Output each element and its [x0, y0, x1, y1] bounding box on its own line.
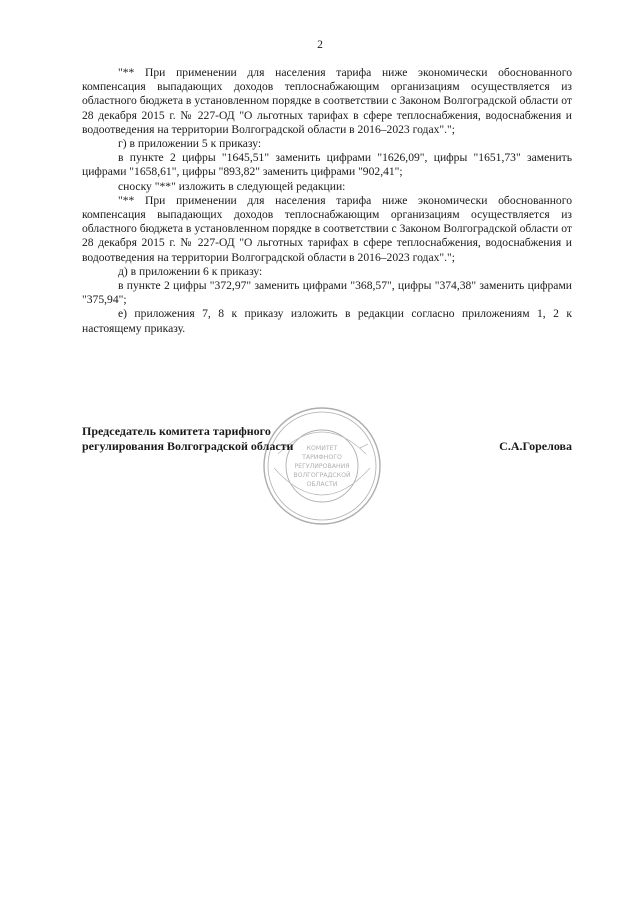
signatory-position-line1: Председатель комитета тарифного: [82, 424, 271, 438]
document-body: [82, 66, 572, 336]
paragraph-footnote-2: "** При применении для населения тарифа ниже экономически обоснованного компенсация выпадающих доходов теплоснабжающим организациям осуществляется из областного бюджета в установленном порядке в соответствии с Законом Волгоградской области от 28 декабря 2015 г. № 227-ОД "О льготных тарифах в сфере теплоснабжения, водоснабжения и водоотведения на территории Волгоградской области в 2016–2023 годах".";: [82, 193, 572, 264]
signatory-position-line2: регулирования Волгоградской области: [82, 439, 294, 453]
paragraph-footnote-1: "** При применении для населения тарифа ниже экономически обоснованного компенсация выпадающих доходов теплоснабжающим организациям осуществляется из областного бюджета в установленном порядке в соответствии с Законом Волгоградской области от 28 декабря 2015 г. № 227-ОД "О льготных тарифах в сфере теплоснабжения, водоснабжения и водоотведения на территории Волгоградской области в 2016–2023 годах".";: [82, 66, 572, 136]
stamp-text-line2: ТАРИФНОГО: [302, 454, 342, 461]
stamp-text-line5: ОБЛАСТИ: [306, 481, 338, 488]
stamp-text-line1: КОМИТЕТ: [306, 445, 338, 452]
paragraph-item-g-point-2: в пункте 2 цифры "1645,51" заменить цифрами "1626,09", цифры "1651,73" заменить цифрами "1658,61", цифры "893,82" заменить цифрами "902,41";: [82, 151, 572, 179]
paragraph-footnote-instruction: сноску "**" изложить в следующей редакции:: [118, 179, 346, 193]
paragraph-item-d: д) в приложении 6 к приказу:: [118, 264, 263, 278]
paragraph-item-g: г) в приложении 5 к приказу:: [118, 137, 262, 151]
signatory-name: С.А.Горелова: [499, 439, 572, 453]
stamp-text-line4: ВОЛГОГРАДСКОЙ: [293, 472, 351, 479]
paragraph-item-d-point-2: в пункте 2 цифры "372,97" заменить цифрами "368,57", цифры "374,38" заменить цифрами "375,94";: [82, 279, 572, 307]
paragraph-item-e: е) приложения 7, 8 к приказу изложить в редакции согласно приложениям 1, 2 к настоящему приказу.: [82, 307, 572, 335]
official-seal-icon: [260, 404, 384, 528]
signature-block: [82, 420, 572, 530]
signatory-position: [82, 424, 293, 454]
page-number: 2: [317, 38, 323, 51]
stamp-text-line3: РЕГУЛИРОВАНИЯ: [294, 463, 350, 470]
